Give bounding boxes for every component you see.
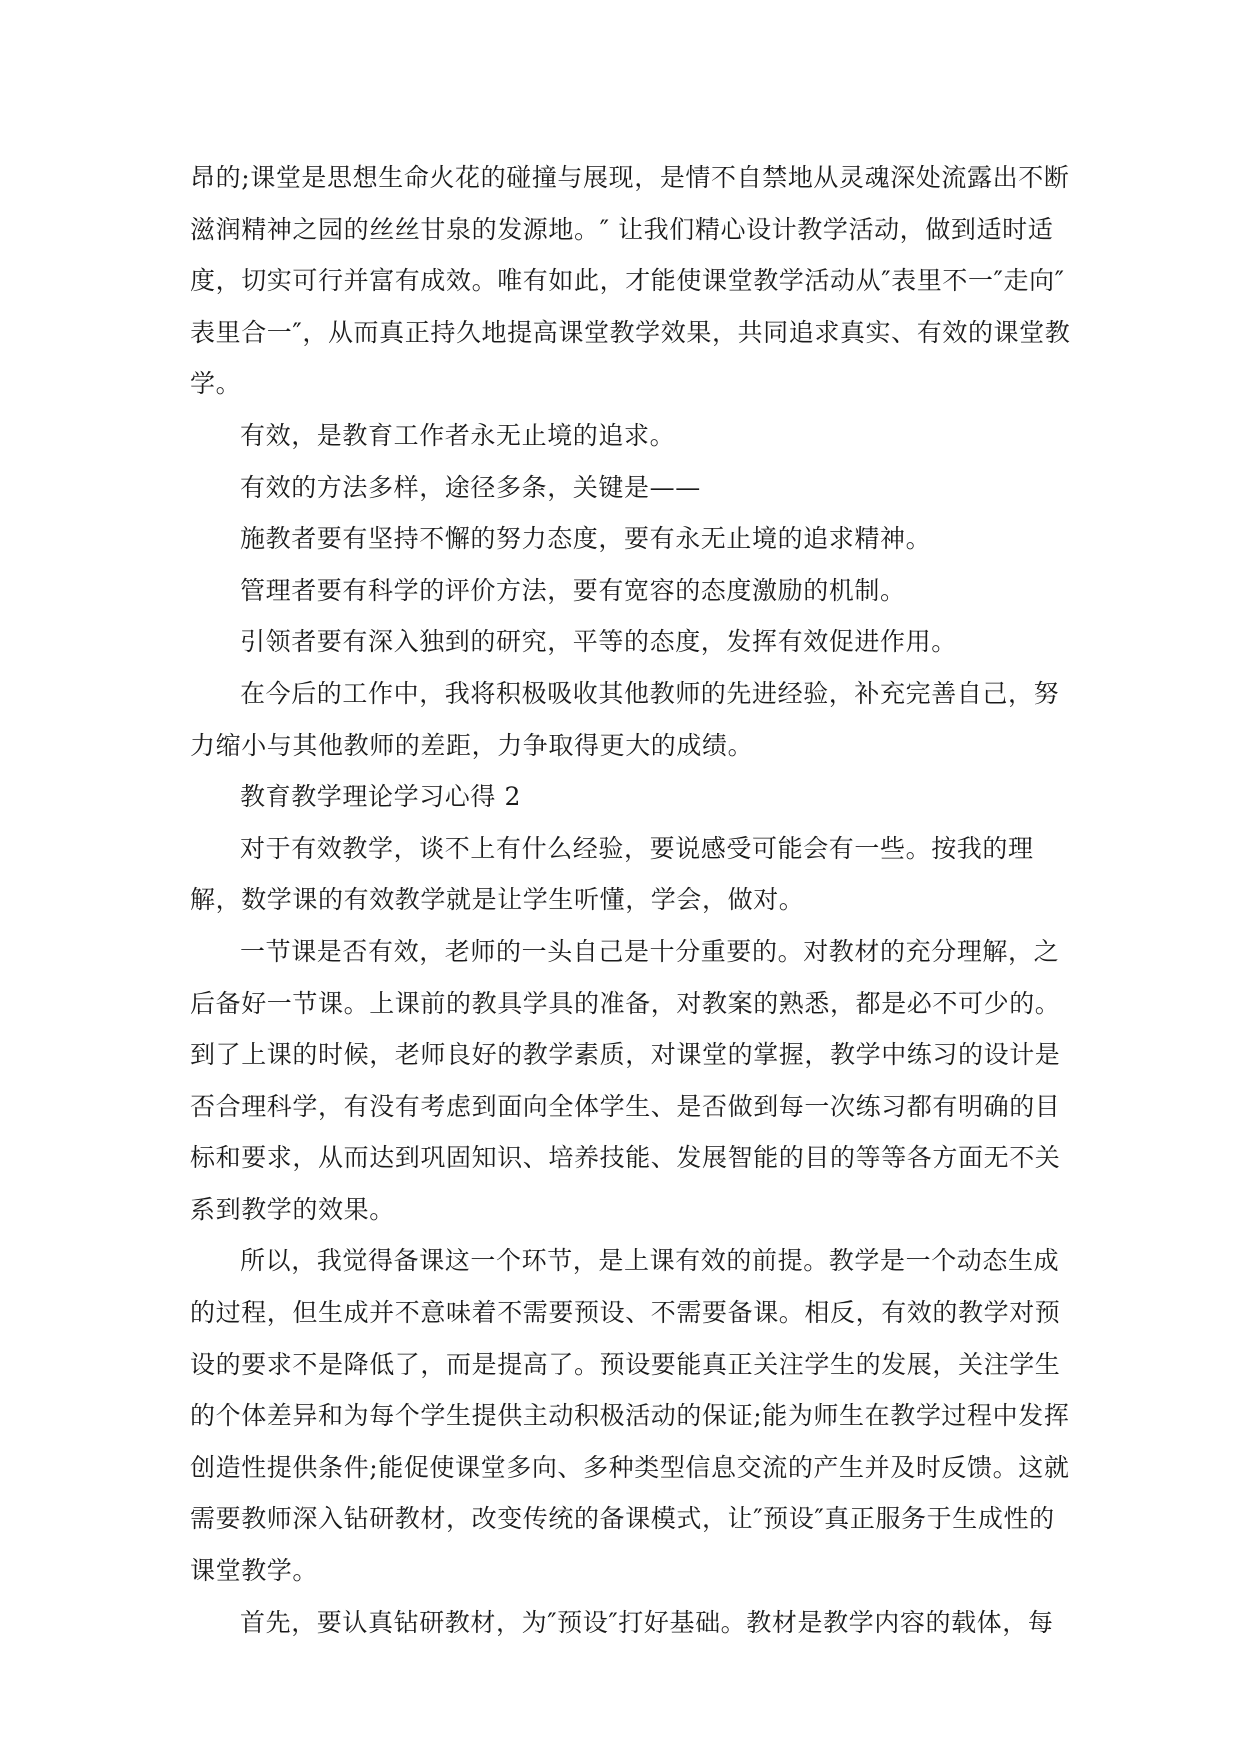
text-line: 昂的;课堂是思想生命火花的碰撞与展现，是情不自禁地从灵魂深处流露出不断	[190, 163, 1070, 192]
text-line: 一节课是否有效，老师的一头自己是十分重要的。对教材的充分理解，之	[240, 936, 1060, 966]
document-body	[190, 152, 1071, 1648]
text-line: 对于有效教学，谈不上有什么经验，要说感受可能会有一些。按我的理	[240, 833, 1034, 863]
text-line: 施教者要有坚持不懈的努力态度，要有永无止境的追求精神。	[240, 524, 932, 554]
text-line: 标和要求，从而达到巩固知识、培养技能、发展智能的目的等等各方面无不关	[190, 1143, 1061, 1173]
text-line: 有效，是教育工作者永无止境的追求。	[240, 420, 676, 450]
text-line: 学。	[190, 369, 242, 399]
text-line: 的个体差异和为每个学生提供主动积极活动的保证;能为师生在教学过程中发挥	[190, 1401, 1070, 1431]
text-line: 设的要求不是降低了，而是提高了。预设要能真正关注学生的发展，关注学生	[190, 1349, 1061, 1379]
paragraph	[190, 823, 1065, 926]
text-line: 在今后的工作中，我将积极吸收其他教师的先进经验，补充完善自己，努	[240, 678, 1060, 708]
text-line: 到了上课的时候，老师良好的教学素质，对课堂的掌握，教学中练习的设计是	[190, 1040, 1061, 1070]
text-line: 的过程，但生成并不意味着不需要预设、不需要备课。相反，有效的教学对预	[190, 1298, 1061, 1328]
paragraph	[190, 152, 1071, 410]
text-line: 后备好一节课。上课前的教具学具的准备，对教案的熟悉，都是必不可少的。	[190, 988, 1061, 1018]
text-line: 课堂教学。	[190, 1556, 319, 1586]
text-line: 表里合一″，从而真正持久地提高课堂教学效果，共同追求真实、有效的课堂教	[190, 317, 1071, 347]
text-line: 引领者要有深入独到的研究，平等的态度，发挥有效促进作用。	[240, 627, 957, 657]
text-line: 创造性提供条件;能促使课堂多向、多种类型信息交流的产生并及时反馈。这就	[190, 1452, 1070, 1482]
paragraph	[190, 668, 1065, 771]
paragraph	[190, 926, 1065, 1236]
paragraph	[190, 513, 1065, 565]
text-line: 管理者要有科学的评价方法，要有宽容的态度激励的机制。	[240, 575, 906, 605]
text-line: 力缩小与其他教师的差距，力争取得更大的成绩。	[190, 730, 754, 760]
text-line: 首先，要认真钻研教材，为″预设″打好基础。教材是教学内容的载体，每	[240, 1607, 1054, 1637]
text-line: 否合理科学，有没有考虑到面向全体学生、是否做到每一次练习都有明确的目	[190, 1091, 1061, 1121]
text-line: 所以，我觉得备课这一个环节，是上课有效的前提。教学是一个动态生成	[240, 1246, 1060, 1276]
section-heading	[190, 771, 1065, 823]
paragraph	[190, 410, 1065, 462]
paragraph	[190, 565, 1065, 617]
text-line: 需要教师深入钻研教材，改变传统的备课模式，让″预设″真正服务于生成性的	[190, 1504, 1055, 1534]
paragraph	[190, 1235, 1070, 1596]
paragraph	[190, 616, 1065, 668]
text-line: 度，切实可行并富有成效。唯有如此，才能使课堂教学活动从″表里不一″走向″	[190, 266, 1065, 296]
text-line: 系到教学的效果。	[190, 1194, 395, 1224]
text-line: 有效的方法多样，途径多条，关键是——	[240, 472, 701, 502]
heading-text: 教育教学理论学习心得 2	[240, 782, 522, 812]
text-line: 解，数学课的有效教学就是让学生听懂，学会，做对。	[190, 885, 805, 915]
paragraph	[190, 462, 1065, 514]
text-line: 滋润精神之园的丝丝甘泉的发源地。″ 让我们精心设计教学活动，做到适时适	[190, 214, 1054, 244]
paragraph	[190, 1597, 1065, 1649]
